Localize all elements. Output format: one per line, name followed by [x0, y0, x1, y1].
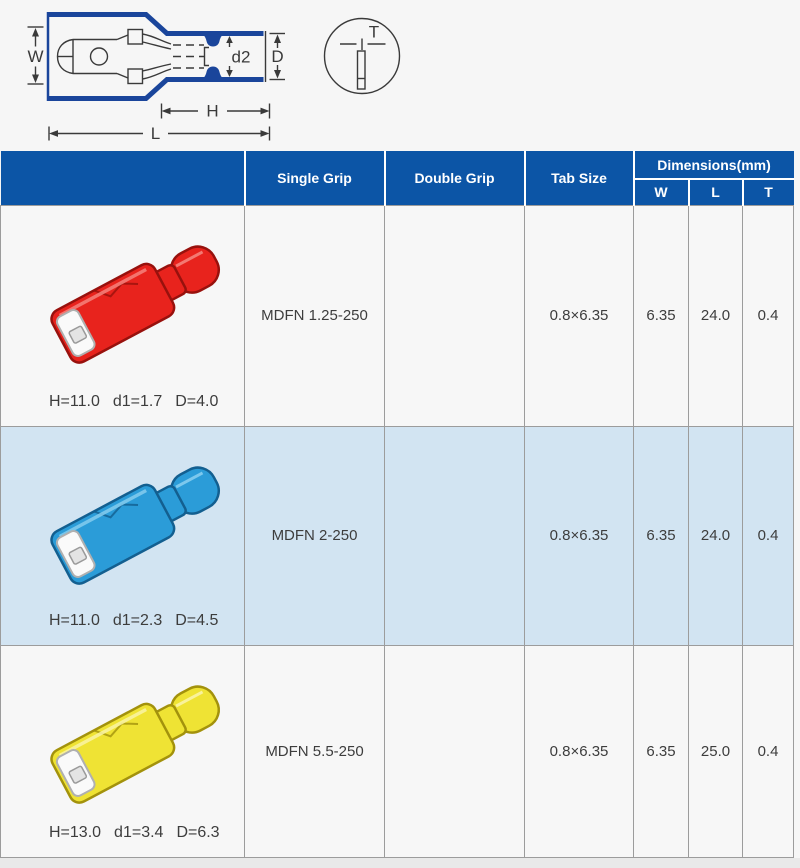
cell-l: 24.0 [689, 205, 743, 426]
cell-single-grip: MDFN 1.25-250 [245, 205, 385, 426]
inner-contact-outline [58, 30, 210, 84]
cell-w: 6.35 [634, 645, 689, 857]
thickness-section-view [325, 19, 400, 94]
table-row-blue [1, 426, 794, 645]
caption-h: H=11.0 [49, 392, 100, 410]
cell-w: 6.35 [634, 426, 689, 645]
label-w: W [27, 47, 44, 66]
cell-product-image [1, 426, 245, 645]
label-d: D [271, 47, 284, 66]
cell-double-grip [385, 645, 525, 857]
caption-h: H=13.0 [49, 823, 102, 841]
dimension-caption [49, 824, 220, 842]
caption-d1: d1=1.7 [112, 392, 163, 410]
label-t: T [368, 22, 380, 42]
header-image-column [1, 151, 245, 205]
dimension-h [162, 102, 270, 121]
terminal-image-blue [36, 457, 226, 597]
caption-d: D=4.0 [175, 392, 219, 410]
dimension-d2 [226, 36, 250, 77]
cell-tab-size: 0.8×6.35 [525, 426, 634, 645]
label-d2: d2 [231, 47, 251, 67]
cell-double-grip [385, 426, 525, 645]
header-tab-size: Tab Size [525, 151, 634, 205]
spec-table [0, 151, 794, 858]
caption-h: H=11.0 [49, 611, 100, 629]
terminal-image-yellow [36, 676, 226, 816]
caption-d: D=6.3 [176, 823, 220, 841]
cell-double-grip [385, 205, 525, 426]
cell-t: 0.4 [743, 645, 794, 857]
table-header [1, 151, 794, 205]
cell-tab-size: 0.8×6.35 [525, 205, 634, 426]
header-t: T [743, 179, 794, 205]
dimension-caption [49, 612, 218, 630]
cell-w: 6.35 [634, 205, 689, 426]
bottom-margin-strip [0, 858, 800, 868]
label-l: L [150, 124, 161, 143]
technical-drawing [0, 0, 800, 152]
header-dimensions: Dimensions(mm) [634, 151, 794, 179]
cell-product-image [1, 205, 245, 426]
cell-product-image [1, 645, 245, 857]
dimension-caption [49, 393, 218, 411]
caption-d1: d1=3.4 [114, 823, 164, 841]
cell-t: 0.4 [743, 205, 794, 426]
header-single-grip: Single Grip [245, 151, 385, 205]
label-h: H [206, 101, 219, 121]
cell-l: 24.0 [689, 426, 743, 645]
caption-d1: d1=2.3 [112, 611, 163, 629]
terminal-dimension-diagram [0, 0, 800, 152]
terminal-image-red [36, 236, 226, 376]
dimension-d [270, 34, 286, 80]
cell-tab-size: 0.8×6.35 [525, 645, 634, 857]
dimension-w [27, 27, 43, 84]
header-w: W [634, 179, 689, 205]
caption-d: D=4.5 [175, 611, 219, 629]
header-double-grip: Double Grip [385, 151, 525, 205]
cell-single-grip: MDFN 5.5-250 [245, 645, 385, 857]
cell-l: 25.0 [689, 645, 743, 857]
table-row-red [1, 205, 794, 426]
cell-t: 0.4 [743, 426, 794, 645]
table-row-yellow [1, 645, 794, 857]
cell-single-grip: MDFN 2-250 [245, 426, 385, 645]
header-l: L [689, 179, 743, 205]
dimension-l [49, 124, 270, 143]
